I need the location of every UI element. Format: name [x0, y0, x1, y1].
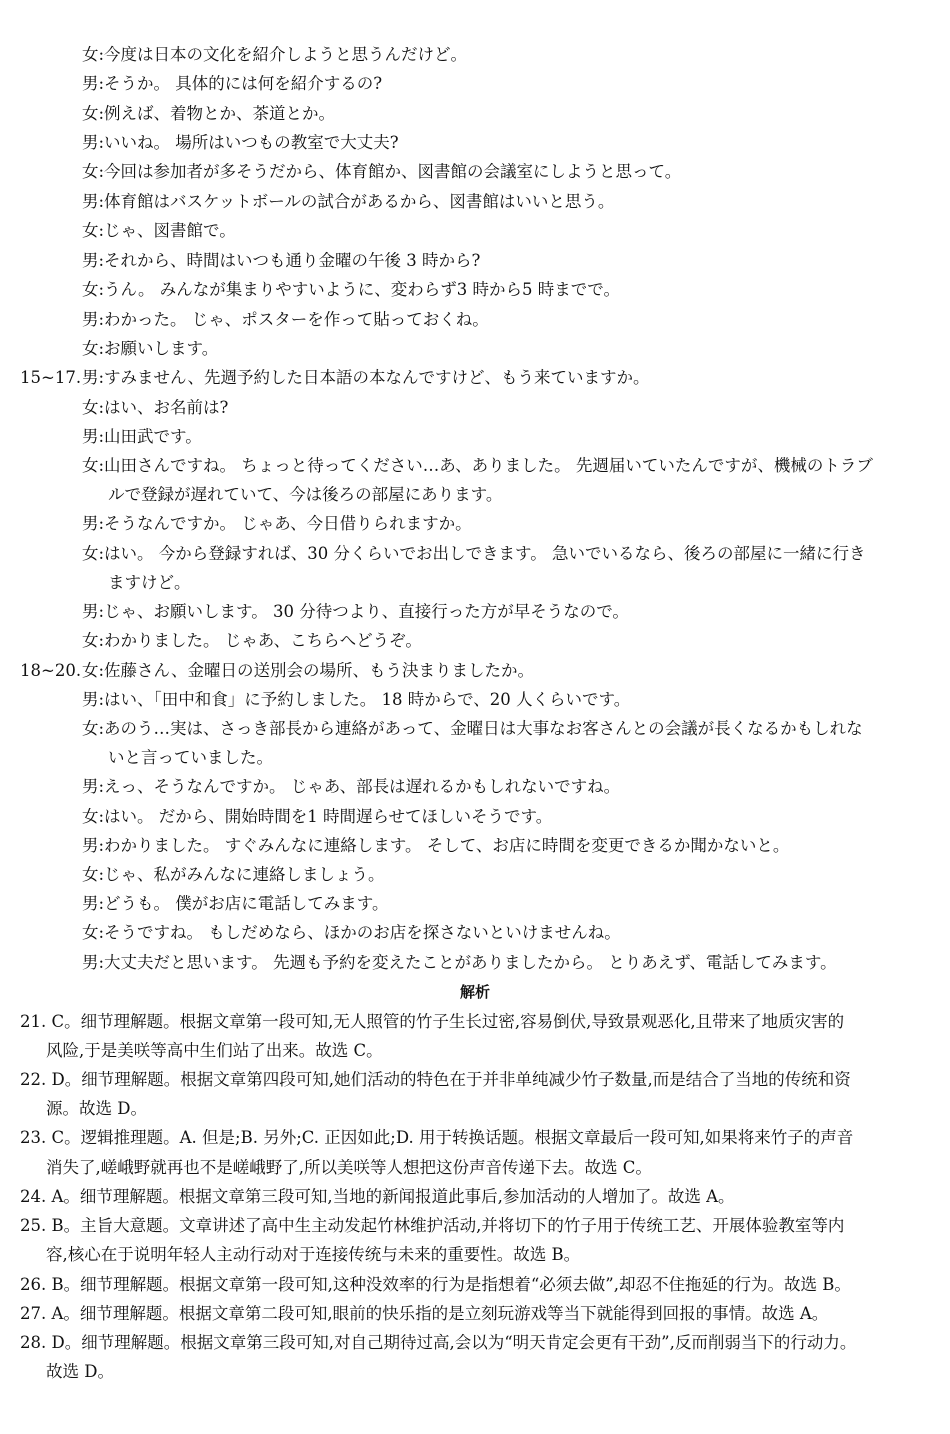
dialogue-line: 男:どうも。 僕がお店に電話してみます。: [82, 894, 389, 913]
dialogue-line: 女:佐藤さん、金曜日の送別会の場所、もう決まりましたか。: [82, 661, 535, 680]
dialogue-line: 男:じゃ、お願いします。 30 分待つより、直接行った方が早そうなので。: [82, 602, 629, 621]
dialogue-line: 女:お願いします。: [82, 339, 219, 358]
dialogue-line: 女:はい。 だから、開始時間を1 時間遅らせてほしいそうです。: [82, 807, 553, 826]
answer-line: 28. D。细节理解题。根据文章第三段可知,对自己期待过高,会以为“明天肯定会更有干劲”,反而削弱当下的行动力。: [20, 1333, 857, 1352]
answer-line-continued: 源。故选 D。: [46, 1099, 147, 1118]
answer-line-continued: 消失了,嵯峨野就再也不是嵯峨野了,所以美咲等人想把这份声音传递下去。故选 C。: [46, 1158, 652, 1177]
dialogue-line: 女:じゃ、私がみんなに連絡しましょう。: [82, 865, 385, 884]
answer-line: 22. D。细节理解题。根据文章第四段可知,她们活动的特色在于并非单纯减少竹子数量,而是结合了当地的传统和资: [20, 1070, 851, 1089]
answer-line-continued: 故选 D。: [46, 1362, 114, 1381]
dialogue-line: 男:山田武です。: [82, 427, 202, 446]
dialogue-line-continued: ますけど。: [108, 573, 191, 592]
dialogue-line: 男:わかった。 じゃ、ポスターを作って貼っておくね。: [82, 310, 489, 329]
dialogue-line: 女:じゃ、図書館で。: [82, 221, 236, 240]
dialogue-line: 男:体育館はバスケットボールの試合があるから、図書館はいいと思う。: [82, 192, 615, 211]
answer-line: 24. A。细节理解题。根据文章第三段可知,当地的新闻报道此事后,参加活动的人增加了。故选 A。: [20, 1187, 735, 1206]
dialogue-line: 男:えっ、そうなんですか。 じゃあ、部長は遅れるかもしれないですね。: [82, 777, 621, 796]
answer-line: 21. C。细节理解题。根据文章第一段可知,无人照管的竹子生长过密,容易倒伏,导致景观恶化,且带来了地质灾害的: [20, 1012, 845, 1031]
answer-line: 27. A。细节理解题。根据文章第二段可知,眼前的快乐指的是立刻玩游戏等当下就能得到回报的事情。故选 A。: [20, 1304, 829, 1323]
dialogue-line: 女:はい、お名前は?: [82, 398, 229, 417]
answer-line-continued: 容,核心在于说明年轻人主动行动对于连接传统与未来的重要性。故选 B。: [46, 1245, 581, 1264]
answer-line: 26. B。细节理解题。根据文章第一段可知,这种没效率的行为是指想着“必须去做”,却忍不住拖延的行为。故选 B。: [20, 1275, 851, 1294]
answer-line: 23. C。逻辑推理题。A. 但是;B. 另外;C. 正因如此;D. 用于转换话题。根据文章最后一段可知,如果将来竹子的声音: [20, 1128, 854, 1147]
answer-line-continued: 风险,于是美咲等高中生们站了出来。故选 C。: [46, 1041, 383, 1060]
dialogue-line: 女:今回は参加者が多そうだから、体育館か、図書館の会議室にしようと思って。: [82, 162, 682, 181]
dialogue-line: 女:うん。 みんなが集まりやすいように、変わらず3 時から5 時までで。: [82, 280, 620, 299]
dialogue-line: 男:大丈夫だと思います。 先週も予約を変えたことがありましたから。 とりあえず、電話してみます。: [82, 953, 837, 972]
dialogue-line: 女:山田さんですね。 ちょっと待ってください…あ、ありました。 先週届いていたんですが、機械のトラブ: [82, 456, 873, 475]
dialogue-line: 男:それから、時間はいつも通り金曜の午後 3 時から?: [82, 251, 481, 270]
dialogue-line: 男:そうなんですか。 じゃあ、今日借りられますか。: [82, 514, 472, 533]
question-number: 15~17.: [20, 368, 82, 387]
dialogue-line: 女:そうですね。 もしだめなら、ほかのお店を探さないといけませんね。: [82, 923, 621, 942]
dialogue-line-continued: ルで登録が遅れていて、今は後ろの部屋にあります。: [108, 485, 503, 504]
analysis-heading: 解析: [459, 983, 490, 1001]
dialogue-line: 男:わかりました。 すぐみんなに連絡します。 そして、お店に時間を変更できるか聞かないと。: [82, 836, 790, 855]
question-number: 18~20.: [20, 661, 82, 680]
dialogue-line: 女:はい。 今から登録すれば、30 分くらいでお出しできます。 急いでいるなら、後ろの部屋に一緒に行き: [82, 544, 866, 563]
dialogue-line: 男:はい、「田中和食」に予約しました。 18 時からで、20 人くらいです。: [82, 690, 631, 709]
dialogue-line: 男:すみません、先週予約した日本語の本なんですけど、もう来ていますか。: [82, 368, 650, 387]
dialogue-line: 女:あのう…実は、さっき部長から連絡があって、金曜日は大事なお客さんとの会議が長くなるかもしれな: [82, 719, 863, 738]
answer-line: 25. B。主旨大意题。文章讲述了高中生主动发起竹林维护活动,并将切下的竹子用于传统工艺、开展体验教室等内: [20, 1216, 845, 1235]
dialogue-line: 男:そうか。 具体的には何を紹介するの?: [82, 74, 383, 93]
dialogue-line-continued: いと言っていました。: [108, 748, 273, 767]
dialogue-line: 女:わかりました。 じゃあ、こちらへどうぞ。: [82, 631, 422, 650]
dialogue-line: 女:今度は日本の文化を紹介しようと思うんだけど。: [82, 45, 468, 64]
dialogue-line: 女:例えば、着物とか、茶道とか。: [82, 104, 336, 123]
dialogue-line: 男:いいね。 場所はいつもの教室で大丈夫?: [82, 133, 399, 152]
